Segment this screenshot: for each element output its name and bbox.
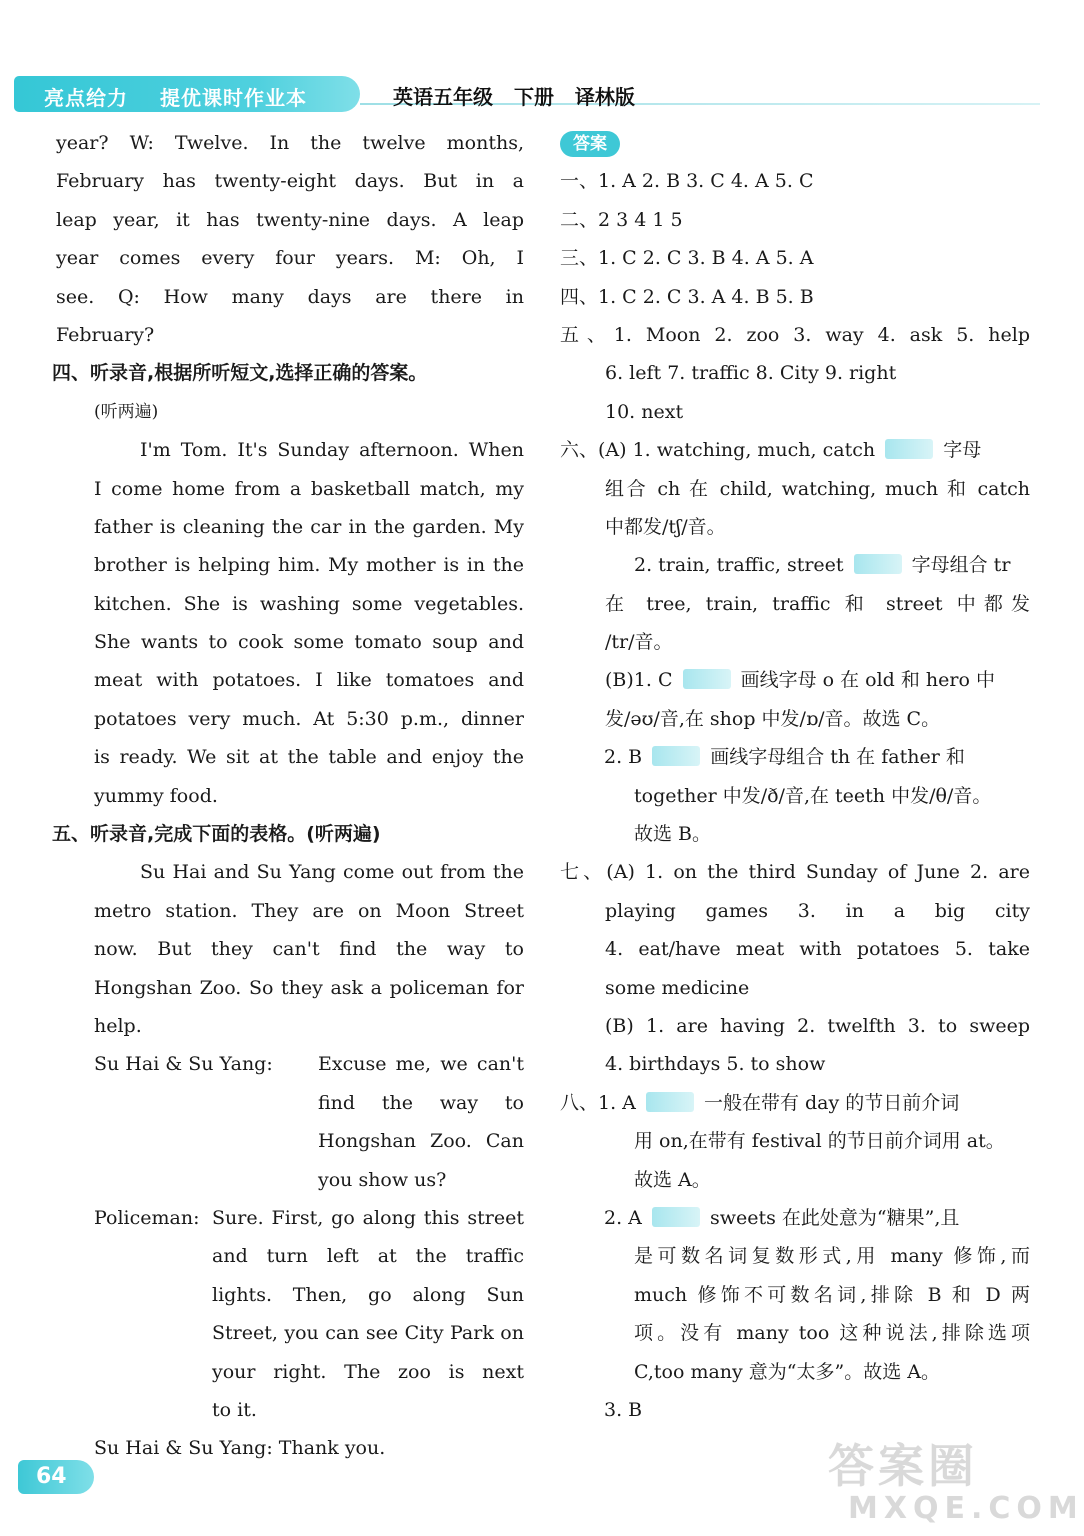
analysis-badge (854, 554, 902, 574)
answer-text: 2. A (604, 1206, 642, 1229)
answers-tag: 答案 (560, 131, 620, 157)
dialogue-line: Su Hai & Su Yang: Thank you. (94, 1437, 386, 1460)
text-line: I'm Tom. It's Sunday afternoon. When (140, 439, 524, 462)
dialogue-text: Excuse me, we can't (318, 1053, 524, 1076)
answer-line: 故选 A。 (634, 1168, 711, 1191)
answer-line: 是可数名词复数形式,用 many 修饰,而 (634, 1245, 1030, 1268)
answer-line (560, 661, 1030, 699)
text-line: yummy food. (94, 784, 218, 807)
speaker-label: Su Hai & Su Yang: (94, 1053, 273, 1076)
text-line: February? (56, 323, 155, 346)
dialogue-text: lights. Then, go along Sun (212, 1283, 524, 1306)
text-line: is ready. We sit at the table and enjoy the (94, 746, 524, 769)
analysis-text: sweets 在此处意为“糖果”,且 (709, 1206, 960, 1229)
answer-line: 中都发/tʃ/音。 (605, 515, 726, 538)
answer-line: together 中发/ð/音,在 teeth 中发/θ/音。 (634, 784, 992, 807)
answer-line: C,too many 意为“太多”。故选 A。 (634, 1360, 940, 1383)
answer-text: 2. train, traffic, street (634, 554, 844, 577)
dialogue-text: to it. (212, 1398, 257, 1421)
answers-header (560, 124, 1030, 162)
answer-line: much 修饰不可数名词,排除 B 和 D 两 (634, 1283, 1030, 1306)
section-4-title: 四、听录音,根据所听短文,选择正确的答案。 (52, 362, 428, 385)
analysis-badge (885, 439, 933, 459)
answer-line (560, 431, 1030, 469)
answer-line (560, 1199, 1030, 1237)
dialogue-line (56, 1045, 524, 1083)
analysis-badge (646, 1092, 694, 1112)
watermark-bottom: MXQE.COM (848, 1491, 1084, 1526)
page-number: 64 (18, 1460, 94, 1494)
answer-line: 组合 ch 在 child, watching, much 和 catch (605, 477, 1030, 500)
analysis-badge (652, 1207, 700, 1227)
answer-line: 用 on,在带有 festival 的节日前介词用 at。 (634, 1130, 1005, 1153)
dialogue-text: find the way to (318, 1091, 524, 1114)
section-5-title: 五、听录音,完成下面的表格。(听两遍) (52, 823, 381, 846)
answers-column (560, 124, 1030, 1429)
answer-line: some medicine (605, 976, 750, 999)
header-brand: 亮点给力 (44, 86, 128, 110)
dialogue-text: you show us? (318, 1168, 447, 1191)
dialogue-text: Hongshan Zoo. Can (318, 1130, 524, 1153)
analysis-badge (652, 746, 700, 766)
answer-line: 在 tree, train, traffic 和 street 中都发 (605, 592, 1030, 615)
watermark-top: 答案圈 (828, 1439, 978, 1493)
answer-line: 3. B (604, 1398, 643, 1421)
dialogue-text: your right. The zoo is next (212, 1360, 524, 1383)
dialogue-text: and turn left at the traffic (212, 1245, 524, 1268)
answer-text: (B)1. C (605, 669, 673, 692)
dialogue-text: Sure. First, go along this street (212, 1206, 524, 1229)
text-line: see. Q: How many days are there in (56, 285, 524, 308)
analysis-text: 一般在带有 day 的节日前介词 (703, 1091, 960, 1114)
text-line: February has twenty-eight days. But in a (56, 170, 524, 193)
header-series: 提优课时作业本 (160, 86, 307, 110)
dialogue-text: Street, you can see City Park on (212, 1322, 524, 1345)
dialogue-line (56, 1199, 524, 1237)
analysis-text: 字母组合 tr (911, 554, 1011, 577)
answer-line: 二、2 3 4 1 5 (560, 208, 683, 231)
answer-line: 发/əʊ/音,在 shop 中发/ɒ/音。故选 C。 (605, 707, 941, 730)
analysis-text: 画线字母组合 th 在 father 和 (710, 746, 965, 769)
answer-text: 2. B (604, 746, 643, 769)
watermark-logo (828, 1439, 1084, 1530)
answer-line: 一、1. A 2. B 3. C 4. A 5. C (560, 170, 814, 193)
header-title: 英语五年级 下册 译林版 (393, 85, 635, 109)
answer-line: 七、(A) 1. on the third Sunday of June 2. are (560, 861, 1030, 884)
answer-line: 10. next (605, 400, 684, 423)
text-line: kitchen. She is washing some vegetables. (94, 592, 524, 615)
analysis-text: 画线字母 o 在 old 和 hero 中 (740, 669, 995, 692)
answer-line: 五、1. Moon 2. zoo 3. way 4. ask 5. help (560, 323, 1030, 346)
text-line: meat with potatoes. I like tomatoes and (94, 669, 524, 692)
answer-line (560, 738, 1030, 776)
text-line: brother is helping him. My mother is in the (94, 554, 524, 577)
answer-line: 4. birthdays 5. to show (605, 1053, 826, 1076)
text-line: I come home from a basketball match, my (94, 477, 524, 500)
text-line: Su Hai and Su Yang come out from the (140, 861, 524, 884)
answer-line: 项。没有 many too 这种说法,排除选项 (634, 1322, 1030, 1345)
text-line: father is cleaning the car in the garden. My (94, 515, 524, 538)
text-line: year comes every four years. M: Oh, I (56, 247, 524, 270)
text-line: Hongshan Zoo. So they ask a policeman for (94, 976, 524, 999)
answer-line: (B) 1. are having 2. twelfth 3. to sweep (605, 1014, 1030, 1037)
text-line: metro station. They are on Moon Street (94, 899, 524, 922)
text-line: now. But they can't find the way to (94, 938, 524, 961)
analysis-badge (683, 669, 731, 689)
answer-line: 三、1. C 2. C 3. B 4. A 5. A (560, 247, 814, 270)
text-line: leap year, it has twenty-nine days. A leap (56, 208, 524, 231)
answer-text: 六、(A) 1. watching, much, catch (560, 439, 876, 462)
text-line: potatoes very much. At 5:30 p.m., dinner (94, 707, 524, 730)
answer-line: playing games 3. in a big city (605, 899, 1030, 922)
answer-line: 6. left 7. traffic 8. City 9. right (605, 362, 897, 385)
answer-line: /tr/音。 (605, 631, 673, 654)
text-line: year? W: Twelve. In the twelve months, (56, 132, 524, 154)
answer-line: 4. eat/have meat with potatoes 5. take (605, 938, 1030, 961)
answer-line (560, 1084, 1030, 1122)
section-4-note: (听两遍) (94, 401, 159, 422)
analysis-text: 字母 (943, 439, 982, 462)
left-column (52, 124, 524, 1468)
text-line: She wants to cook some tomato soup and (94, 631, 524, 654)
speaker-label: Policeman: (94, 1206, 200, 1229)
answer-line: 故选 B。 (634, 823, 712, 846)
answer-text: 八、1. A (560, 1091, 636, 1114)
answer-line: 四、1. C 2. C 3. A 4. B 5. B (560, 285, 814, 308)
text-line: help. (94, 1014, 142, 1037)
answer-line (560, 546, 1030, 584)
